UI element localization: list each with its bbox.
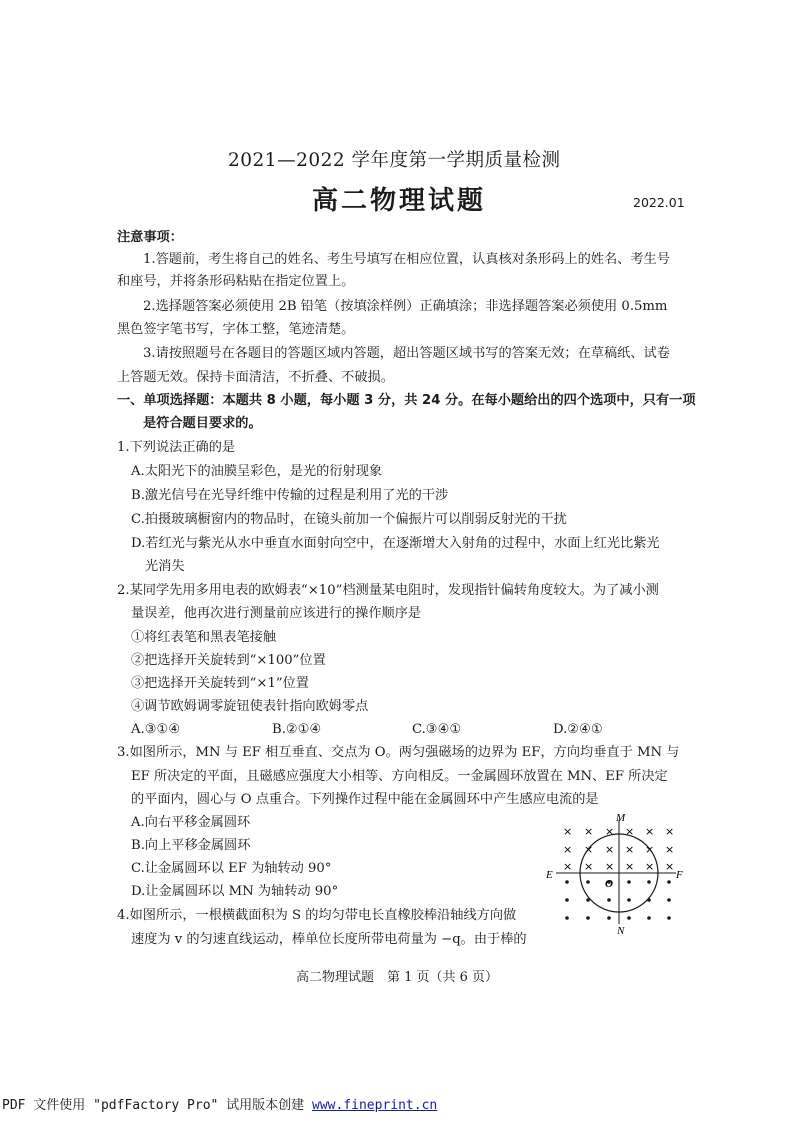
watermark-text: PDF 文件使用 "pdfFactory Pro" 试用版本创建 xyxy=(2,1098,313,1113)
notice-line: 2.选择题答案必须使用 2B 铅笔（按填涂样例）正确填涂；非选择题答案必须使用 0.5mm xyxy=(143,299,668,314)
field-cross: × xyxy=(625,843,635,856)
field-dot xyxy=(667,880,671,884)
q1-option-a: A.太阳光下的油膜呈彩色，是光的衍射现象 xyxy=(131,464,383,479)
field-dot xyxy=(627,880,631,884)
field-dot xyxy=(565,898,569,902)
field-dot xyxy=(586,916,590,920)
q2-option-a: A.③①④ xyxy=(131,722,181,737)
exam-date: 2022.01 xyxy=(633,195,685,210)
magnetic-field-figure xyxy=(543,810,685,936)
q3-option-b: B.向上平移金属圆环 xyxy=(131,838,251,853)
field-cross: × xyxy=(584,843,594,856)
page-footer: 高二物理试题 第 1 页（共 6 页） xyxy=(295,970,499,985)
field-cross: × xyxy=(665,825,675,838)
notice-line: 1.答题前，考生将自己的姓名、考生号填写在相应位置，认真核对条形码上的姓名、考生号 xyxy=(143,252,670,267)
field-cross: × xyxy=(625,825,635,838)
field-dot xyxy=(586,880,590,884)
notice-line: 黑色签字笔书写，字体工整，笔迹清楚。 xyxy=(117,322,355,337)
notice-line: 上答题无效。保持卡面清洁，不折叠、不破损。 xyxy=(117,370,394,385)
field-dot xyxy=(667,898,671,902)
question-3-stem: 3.如图所示，MN 与 EF 相互垂直、交点为 O。两匀强磁场的边界为 EF，方向均垂直于 MN 与 xyxy=(117,745,680,760)
field-dot xyxy=(627,916,631,920)
notice-line: 3.请按照题号在各题目的答题区域内答题，超出答题区域书写的答案无效；在草稿纸、试卷 xyxy=(143,346,670,361)
field-dot xyxy=(565,880,569,884)
field-dot xyxy=(647,916,651,920)
label-e: E xyxy=(546,869,553,881)
field-cross: × xyxy=(665,860,675,873)
field-cross: × xyxy=(645,860,655,873)
field-dot xyxy=(607,898,611,902)
q2-option-d: D.②④① xyxy=(553,722,603,737)
q2-step-2: ②把选择开关旋转到“×100”位置 xyxy=(131,653,326,668)
watermark-link[interactable]: www.fineprint.cn xyxy=(312,1098,438,1113)
exam-subtitle: 2021—2022 学年度第一学期质量检测 xyxy=(228,150,561,171)
q1-option-d-cont: 光消失 xyxy=(145,559,185,574)
label-n: N xyxy=(617,925,625,936)
q1-option-c: C.拍摄玻璃橱窗内的物品时，在镜头前加一个偏振片可以削弱反射光的干扰 xyxy=(131,512,567,527)
q1-option-d: D.若红光与紫光从水中垂直水面射向空中，在逐渐增大入射角的过程中，水面上红光比紫光 xyxy=(131,536,660,551)
q1-option-b: B.激光信号在光导纤维中传输的过程是利用了光的干涉 xyxy=(131,488,449,503)
field-cross: × xyxy=(645,825,655,838)
section-heading-cont: 是符合题目要求的。 xyxy=(143,416,262,431)
field-cross: × xyxy=(625,860,635,873)
q2-step-1: ①将红表笔和黑表笔接触 xyxy=(131,630,277,645)
notice-line: 和座号，并将条形码粘贴在指定位置上。 xyxy=(117,274,355,289)
question-1-stem: 1.下列说法正确的是 xyxy=(117,440,236,455)
q3-option-a: A.向右平移金属圆环 xyxy=(131,815,251,830)
field-cross: × xyxy=(563,860,573,873)
section-heading: 一、单项选择题：本题共 8 小题，每小题 3 分，共 24 分。在每小题给出的四个选项中，只有一项 xyxy=(117,393,696,408)
field-cross: × xyxy=(665,843,675,856)
label-m: M xyxy=(616,812,626,824)
question-3-stem-cont: EF 所决定的平面，且磁感应强度大小相等、方向相反。一金属圆环放置在 MN、EF 所决定 xyxy=(131,769,668,784)
question-2-stem: 2.某同学先用多用电表的欧姆表“×10”档测量某电阻时，发现指针偏转角度较大。为了减小测 xyxy=(117,583,659,598)
q2-option-c: C.③④① xyxy=(412,722,462,737)
label-o: O xyxy=(605,878,613,890)
exam-title: 高二物理试题 xyxy=(312,186,487,216)
field-dot xyxy=(607,916,611,920)
label-f: F xyxy=(676,869,683,881)
field-dot xyxy=(667,916,671,920)
question-4-stem-cont: 速度为 v 的匀速直线运动，棒单位长度所带电荷量为 −q。由于棒的 xyxy=(131,932,527,947)
question-3-stem-cont: 的平面内，圆心与 O 点重合。下列操作过程中能在金属圆环中产生感应电流的是 xyxy=(131,792,599,807)
q2-step-4: ④调节欧姆调零旋钮使表针指向欧姆零点 xyxy=(131,699,369,714)
notice-heading: 注意事项： xyxy=(117,230,183,245)
field-cross: × xyxy=(645,843,655,856)
q3-option-d: D.让金属圆环以 MN 为轴转动 90° xyxy=(131,884,339,899)
field-cross: × xyxy=(605,843,615,856)
field-out-of-page-dots xyxy=(565,880,671,920)
field-dot xyxy=(647,880,651,884)
field-cross: × xyxy=(584,825,594,838)
field-cross: × xyxy=(563,843,573,856)
pdf-watermark xyxy=(2,1094,437,1113)
q2-option-b: B.②①④ xyxy=(272,722,322,737)
field-cross: × xyxy=(563,825,573,838)
field-cross: × xyxy=(605,825,615,838)
q3-option-c: C.让金属圆环以 EF 为轴转动 90° xyxy=(131,861,332,876)
field-cross: × xyxy=(605,860,615,873)
q2-step-3: ③把选择开关旋转到“×1”位置 xyxy=(131,676,309,691)
question-2-stem-cont: 量误差，他再次进行测量前应该进行的操作顺序是 xyxy=(131,606,422,621)
field-cross: × xyxy=(584,860,594,873)
question-4-stem: 4.如图所示，一根横截面积为 S 的均匀带电长直橡胶棒沿轴线方向做 xyxy=(117,908,517,923)
field-dot xyxy=(627,898,631,902)
field-dot xyxy=(565,916,569,920)
